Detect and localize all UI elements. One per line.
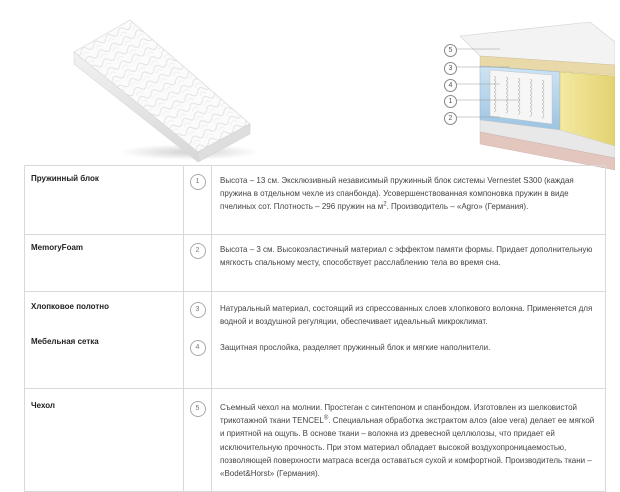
layer-number-badge: 1 bbox=[190, 174, 206, 190]
illustrations bbox=[0, 0, 620, 160]
callout-marker: 4 bbox=[444, 79, 457, 92]
mattress-cutaway-diagram bbox=[440, 20, 615, 170]
layer-description: Высота – 13 см. Эксклюзивный независимый пружинный блок системы Vernestet S300 (каждая пружина в отдельном чехле из спанбонда). Усовершенствованная компоновка пружин в виде пчелиных сот. Плотность – 296 пружин на $м^2$. Производитель – «Agro» (Германия). bbox=[212, 166, 606, 235]
layer-number-badge: 5 bbox=[190, 401, 206, 417]
layer-number-badge: 2 bbox=[190, 243, 206, 259]
layer-name: Чехол bbox=[25, 389, 184, 492]
callout-marker: 3 bbox=[444, 62, 457, 75]
table-row bbox=[25, 292, 606, 389]
layer-name: Хлопковое полотно bbox=[31, 302, 110, 311]
layer-description: Высота – 3 см. Высокоэластичный материал с эффектом памяти формы. Придает дополнительную мягкость спальному месту, способствует расслаблению тела во время сна. bbox=[212, 235, 606, 292]
mattress-photo bbox=[60, 12, 260, 162]
table-row bbox=[25, 235, 606, 292]
layer-number-badge: 4 bbox=[190, 340, 206, 356]
table-row bbox=[25, 389, 606, 492]
table-row bbox=[25, 166, 606, 235]
layers-spec-table bbox=[24, 165, 606, 492]
layer-name: Пружинный блок bbox=[25, 166, 184, 235]
callout-marker: 5 bbox=[444, 44, 457, 57]
layer-name: MemoryFoam bbox=[25, 235, 184, 292]
callout-marker: 1 bbox=[444, 95, 457, 108]
layer-description: Съемный чехол на молнии. Простеган с синтепоном и спанбондом. Изготовлен из шелковистой трикотажной ткани TENCEL®. Специальная обработка экстрактом алоэ (aloe vera) делает ее мягкой и приятной на ощупь. В основе ткани – волокна из древесной целлюлозы, что придает ей исключительную прочность. При этом материал обладает высокой воздухопроницаемостью, позволяющей поверхности матраса всегда оставаться сухой и комфортной. Производитель ткани – «Bodet&Horst» (Германия). bbox=[212, 389, 606, 492]
layer-name: Мебельная сетка bbox=[31, 337, 99, 346]
layer-number-badge: 3 bbox=[190, 302, 206, 318]
callout-marker: 2 bbox=[444, 112, 457, 125]
layer-description: Натуральный материал, состоящий из спрессованных слоев хлопкового волокна. Применяется для водной и воздушной регуляции, обеспечивает идеальный микроклимат. bbox=[220, 304, 593, 327]
layer-description: Защитная прослойка, разделяет пружинный блок и мягкие наполнители. bbox=[220, 343, 491, 353]
